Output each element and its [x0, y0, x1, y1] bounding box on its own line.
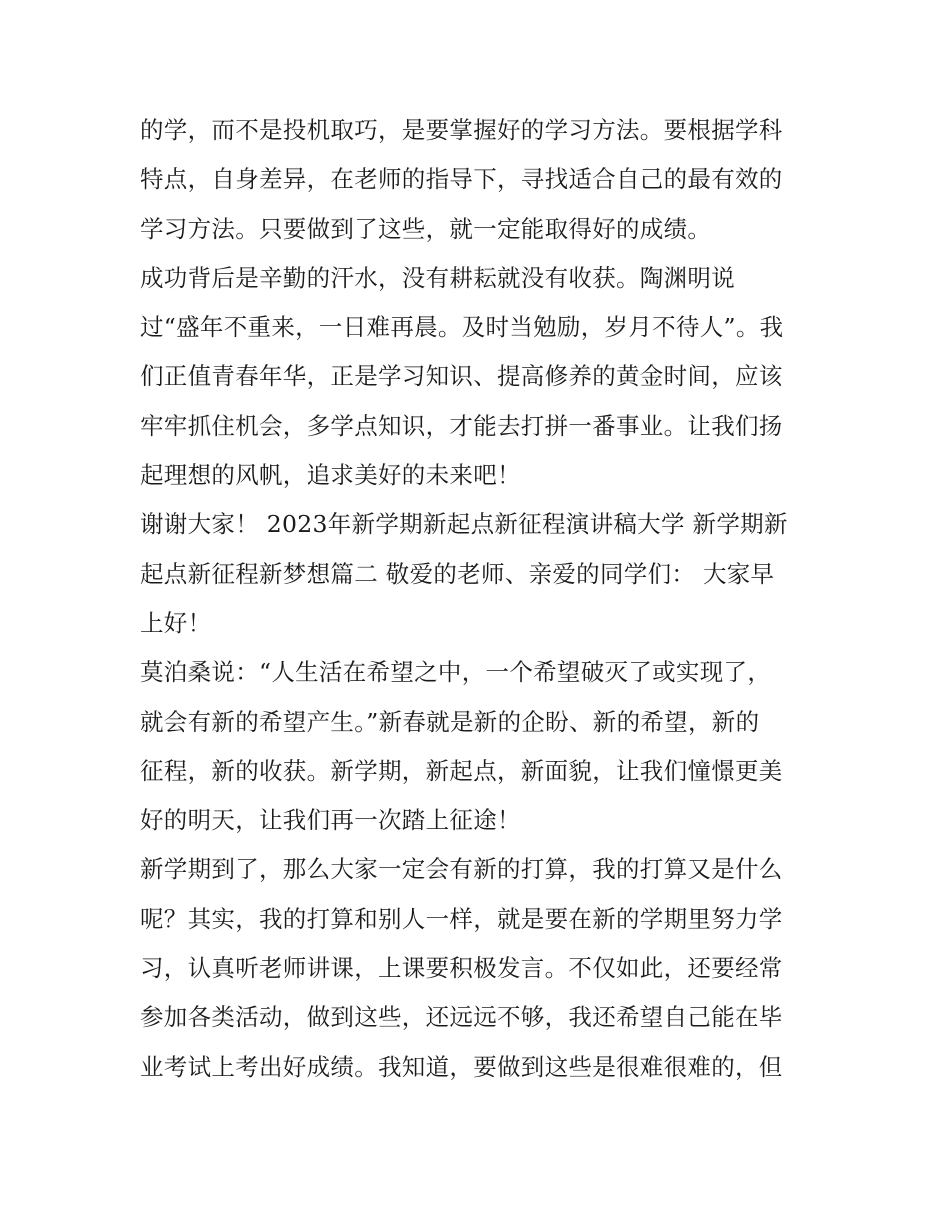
text-line: 莫泊桑说：“人生活在希望之中，一个希望破灭了或实现了， — [140, 658, 772, 687]
text-line: 上好！ — [140, 608, 212, 637]
text-line: 学习方法。只要做到了这些，就一定能取得好的成绩。 — [140, 214, 712, 243]
text-line: 谢谢大家！ 2023年新学期新起点新征程演讲稿大学 新学期新 — [140, 510, 788, 539]
text-line: 牢牢抓住机会，多学点知识，才能去打拼一番事业。让我们扬 — [140, 411, 783, 440]
text-line: 的学，而不是投机取巧，是要掌握好的学习方法。要根据学科 — [140, 116, 783, 144]
document-body — [140, 108, 812, 1094]
text-line: 过“盛年不重来，一日难再晨。及时当勉励，岁月不待人”。我 — [140, 313, 784, 342]
text-line: 征程，新的收获。新学期，新起点，新面貌，让我们憧憬更美 — [140, 756, 783, 785]
text-line: 业考试上考出好成绩。我知道，要做到这些是很难很难的，但 — [140, 1052, 783, 1081]
text-line: 们正值青春年华，正是学习知识、提高修养的黄金时间，应该 — [140, 362, 783, 391]
text-line: 习，认真听老师讲课，上课要积极发言。不仅如此，还要经常 — [140, 954, 783, 983]
text-line: 呢？其实，我的打算和别人一样，就是要在新的学期里努力学 — [140, 904, 783, 933]
text-line: 就会有新的希望产生。”新春就是新的企盼、新的希望，新的 — [140, 707, 760, 736]
text-line: 起点新征程新梦想篇二 敬爱的老师、亲爱的同学们： 大家早 — [140, 559, 775, 588]
text-line: 新学期到了，那么大家一定会有新的打算，我的打算又是什么 — [140, 855, 783, 884]
text-line: 特点，自身差异，在老师的指导下，寻找适合自己的最有效的 — [140, 165, 783, 194]
text-line: 起理想的风帆，追求美好的未来吧！ — [140, 461, 521, 490]
text-line: 参加各类活动，做到这些，还远远不够，我还希望自己能在毕 — [140, 1003, 783, 1032]
text-line: 好的明天，让我们再一次踏上征途！ — [140, 806, 521, 835]
text-line: 成功背后是辛勤的汗水，没有耕耘就没有收获。陶渊明说 — [140, 263, 735, 292]
